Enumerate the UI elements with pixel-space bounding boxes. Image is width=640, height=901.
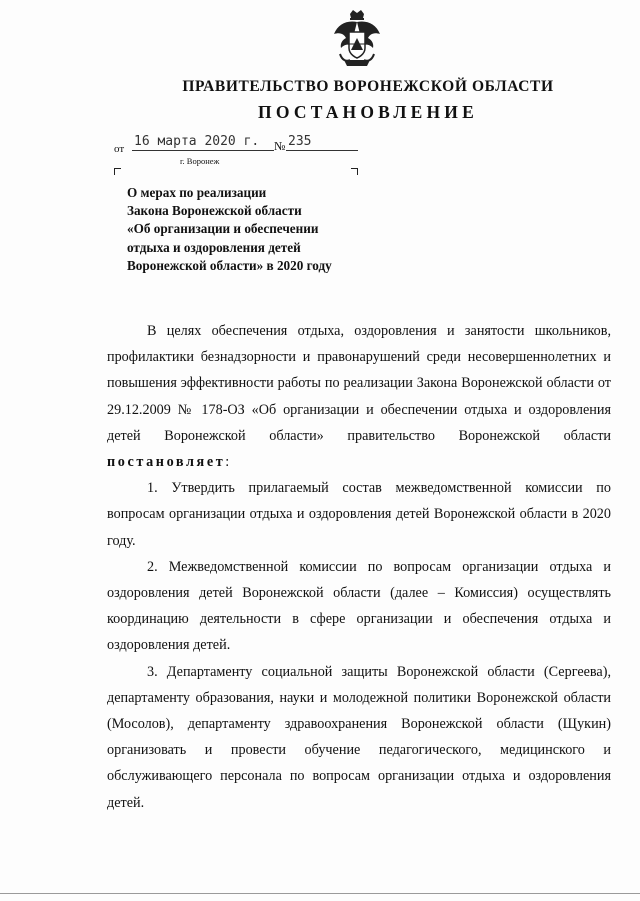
intro-paragraph xyxy=(107,318,611,475)
decree-body xyxy=(107,318,611,816)
coat-of-arms-icon xyxy=(332,10,382,70)
date-number-line xyxy=(114,133,374,157)
date-prefix: от xyxy=(114,143,125,155)
clause-3: 3. Департаменту социальной защиты Воронежской области (Сергеева), департаменту образования, науки и молодежной политики Воронежской области (Мосолов), департаменту здравоохранения Воронежской области (Щукин) организовать и провести обучение педагогического, медицинского и обслуживающего персонала по вопросам организации отдыха и оздоровления детей. xyxy=(107,663,611,811)
subject-line: Закона Воронежской области xyxy=(127,203,302,219)
resolves-word: постановляет xyxy=(107,454,226,471)
government-title: ПРАВИТЕЛЬСТВО ВОРОНЕЖСКОЙ ОБЛАСТИ xyxy=(182,78,554,95)
corner-mark-right xyxy=(351,168,358,175)
page-bottom-edge xyxy=(0,893,640,894)
decree-number: 235 xyxy=(286,133,358,151)
subject-line: О мерах по реализации xyxy=(127,185,267,200)
subject-line: Воронежской области» в 2020 году xyxy=(127,257,332,273)
decree-subject xyxy=(127,184,377,275)
clause-2: 2. Межведомственной комиссии по вопросам организации отдыха и оздоровления детей Воронежской области (далее – Комиссия) осуществлять координацию деятельности в сфере организации и обеспечения отдыха и оздоровления детей. xyxy=(107,558,611,654)
subject-line: отдыха и оздоровления детей xyxy=(127,239,301,255)
decree-date: 16 марта 2020 г. xyxy=(132,133,274,151)
number-prefix: № xyxy=(274,139,286,153)
intro-text: В целях обеспечения отдыха, оздоровления и занятости школьников, профилактики безнадзорности и правонарушений среди несовершеннолетних и повышения эффективности работы по реализации Закона Воронежской области от 29.12.2009 № 178-ОЗ «Об организации и обеспечении отдыха и оздоровления детей Воронежской области» правительство Воронежской области xyxy=(107,323,611,444)
subject-line: «Об организации и обеспечении xyxy=(127,221,319,237)
resolves-colon: : xyxy=(225,454,230,471)
clause-1: 1. Утвердить прилагаемый состав межведомственной комиссии по вопросам организации отдыха и оздоровления детей Воронежской области в 2020 году. xyxy=(107,480,611,549)
city-label: г. Воронеж xyxy=(180,156,220,166)
document-type-title: ПОСТАНОВЛЕНИЕ xyxy=(258,102,478,122)
corner-mark-left xyxy=(114,168,121,175)
